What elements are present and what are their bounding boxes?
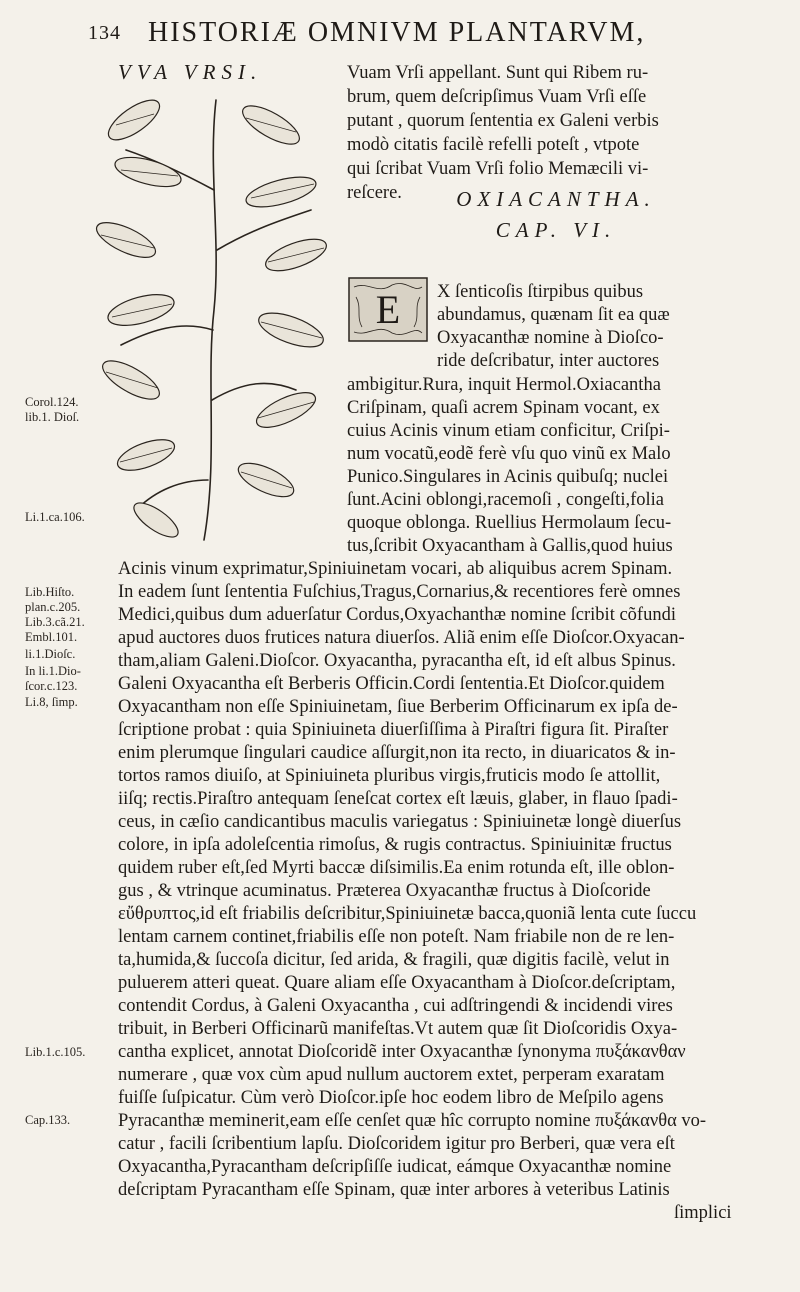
margin-note: Embl.101.: [25, 630, 78, 644]
text-line: εὔθρυπτος,id eſt friabilis deſcribitur,Spiniuinetæ bacca,quoniã lenta cute ſuccu: [118, 904, 697, 924]
text-line: Pyracanthæ meminerit,eam eſſe cenſet quæ hîc corrupto nomine πυξάκανθα vo-: [118, 1111, 707, 1131]
text-line: ſunt.Acini oblongi,racemoſi , congeſti,folia: [347, 490, 664, 510]
text-line: cantha explicet, annotat Dioſcoridẽ inter Oxyacanthæ ſynonyma πυξάκανθαν: [118, 1042, 686, 1062]
text-line: In eadem ſunt ſententia Fuſchius,Tragus,Cornarius,& recentiores ferè omnes: [118, 582, 681, 602]
margin-note: Cap.133.: [25, 1113, 71, 1127]
margin-note: li.1.Dioſc.: [25, 647, 76, 661]
text-line: Punico.Singulares in Acinis quibuſq; nuclei: [347, 467, 669, 487]
margin-note: ſcor.c.123.: [25, 679, 78, 693]
margin-note: plan.c.205.: [25, 600, 81, 614]
text-line: abundamus, quænam ſit ea quæ: [437, 305, 670, 325]
text-line: enim plerumque ſingulari caudice aſſurgit,non ita recto, in diuaricatos & in-: [118, 743, 676, 763]
text-line: ride deſcribatur, inter auctores: [437, 351, 660, 371]
text-line: tus,ſcribit Oxyacantham à Gallis,quod huius: [347, 536, 673, 556]
text-line: numerare , quæ vox cùm apud nullum auctorem extet, perperam exaratam: [118, 1065, 665, 1085]
text-line: putant , quorum ſententia ex Galeni verbis: [347, 111, 659, 131]
text-line: tribuit, in Berberi Officinarũ manifeſtas.Vt autem quæ ſit Dioſcoridis Oxya-: [118, 1019, 678, 1039]
text-line: quoque oblonga. Ruellius Hermolaum ſecu-: [347, 513, 672, 533]
text-line: Vuam Vrſi appellant. Sunt qui Ribem ru-: [347, 63, 649, 83]
text-line: Criſpinam, quaſi acrem Spinam vocant, ex: [347, 398, 660, 418]
margin-note: Corol.124.: [25, 395, 79, 409]
text-line: tortos ramos diuiſo, at Spiniuineta pluribus virgis,fruticis modo ſe attollit,: [118, 766, 661, 786]
text-line: Oxyacantha,Pyracantham deſcripſiſſe iudicat, eámque Oxyacanthæ nomine: [118, 1157, 672, 1177]
text-line: apud auctores duos frutices natura diuerſos. Aliã enim eſſe Dioſcor.Oxyacan-: [118, 628, 685, 648]
text-line: quidem ruber eſt,ſed Myrti baccæ diſsimilis.Ea enim rotunda eſt, ille oblon-: [118, 858, 675, 878]
text-line: iiſq; rectis.Piraſtro antequam ſeneſcat cortex eſt læuis, glaber, in flauo ſpadi-: [118, 789, 678, 809]
text-line: modò citatis facilè refelli poteſt , vtpote: [347, 135, 640, 155]
plant-woodcut-illustration: [86, 80, 336, 550]
text-line: qui ſcribat Vuam Vrſi folio Memæcili vi-: [347, 159, 649, 179]
text-line: contendit Cordus, à Galeni Oxyacantha , cui adſtringendi & incidendi vires: [118, 996, 673, 1016]
text-line: catur , facili ſcribentium lapſu. Dioſcoridem igitur pro Berberi, quæ vera eſt: [118, 1134, 675, 1154]
text-line: colore, in ipſa adoleſcentia rimoſus, & rugis contractus. Spiniuinitæ fructus: [118, 835, 672, 855]
text-line: Oxyacanthæ nomine à Dioſco-: [437, 328, 664, 348]
margin-note: Lib.Hiſto.: [25, 585, 75, 599]
chapter-heading: CAP. VI.: [495, 218, 617, 242]
initial-letter: E: [375, 287, 401, 332]
text-line: reſcere.: [347, 183, 402, 203]
margin-note: In li.1.Dio-: [25, 664, 81, 678]
running-title: HISTORIÆ OMNIVM PLANTARVM,: [148, 17, 646, 48]
text-line: Galeni Oxyacantha eſt Berberis Officin.Cordi ſententia.Et Dioſcor.quidem: [118, 674, 665, 694]
text-line: brum, quem deſcripſimus Vuam Vrſi eſſe: [347, 87, 647, 107]
text-line: ta,humida,& ſuccoſa dicitur, ſed arida, & fragili, quæ digitis facilè, velut in: [118, 950, 670, 970]
margin-note: Li.1.ca.106.: [25, 510, 85, 524]
text-line: X ſenticoſis ſtirpibus quibus: [437, 282, 644, 302]
text-line: ceus, in cæſio candicantibus maculis variegatus : Spiniuinetæ longè diuerſus: [118, 812, 682, 832]
text-line: deſcriptam Pyracantham eſſe Spinam, quæ inter arbores à veteribus Latinis: [118, 1180, 670, 1200]
text-line: ambigitur.Rura, inquit Hermol.Oxiacantha: [347, 375, 661, 395]
plant-title: VVA VRSI.: [118, 60, 263, 84]
section-title: OXIACANTHA.: [456, 187, 656, 211]
margin-note: Lib.1.c.105.: [25, 1045, 86, 1059]
margin-note: Lib.3.cã.21.: [25, 615, 85, 629]
catchword: ſimplici: [674, 1203, 732, 1223]
text-line: num vocatũ,eodẽ ferè vſu quo vinũ ex Malo: [347, 444, 671, 464]
text-line: fuiſſe ſuſpicatur. Cùm verò Dioſcor.ipſe hoc eodem libro de Meſpilo agens: [118, 1088, 664, 1108]
decorated-initial: [348, 277, 428, 342]
page-number: 134: [88, 22, 121, 44]
text-line: lentam carnem continet,friabilis eſſe non poteſt. Nam friabile non de re len-: [118, 927, 675, 947]
text-line: puluerem atteri queat. Quare aliam eſſe Oxyacantham à Dioſcor.deſcriptam,: [118, 973, 676, 993]
margin-note: lib.1. Dioſ.: [25, 410, 80, 424]
text-line: Medici,quibus dum aduerſatur Cordus,Oxyachanthæ nomine ſcribit cõfundi: [118, 605, 676, 625]
text-line: tham,aliam Galeni.Dioſcor. Oxyacantha, pyracantha eſt, id eſt albus Spinus.: [118, 651, 676, 671]
text-line: Oxyacantham non eſſe Spiniuinetam, ſiue Berberim Officinarum ex ipſa de-: [118, 697, 678, 717]
text-line: ſcriptione probat : quia Spiniuineta diuerſiſſima à Piraſtri figura ſit. Piraſter: [118, 720, 669, 740]
margin-note: Li.8, ſimp.: [25, 695, 78, 709]
text-line: cuius Acinis vinum etiam conficitur, Criſpi-: [347, 421, 670, 441]
text-line: Acinis vinum exprimatur,Spiniuinetam vocari, ab aliquibus acrem Spinam.: [118, 559, 673, 579]
text-line: gus , & vtrinque acuminatus. Præterea Oxyacanthæ fructus à Dioſcoride: [118, 881, 651, 901]
